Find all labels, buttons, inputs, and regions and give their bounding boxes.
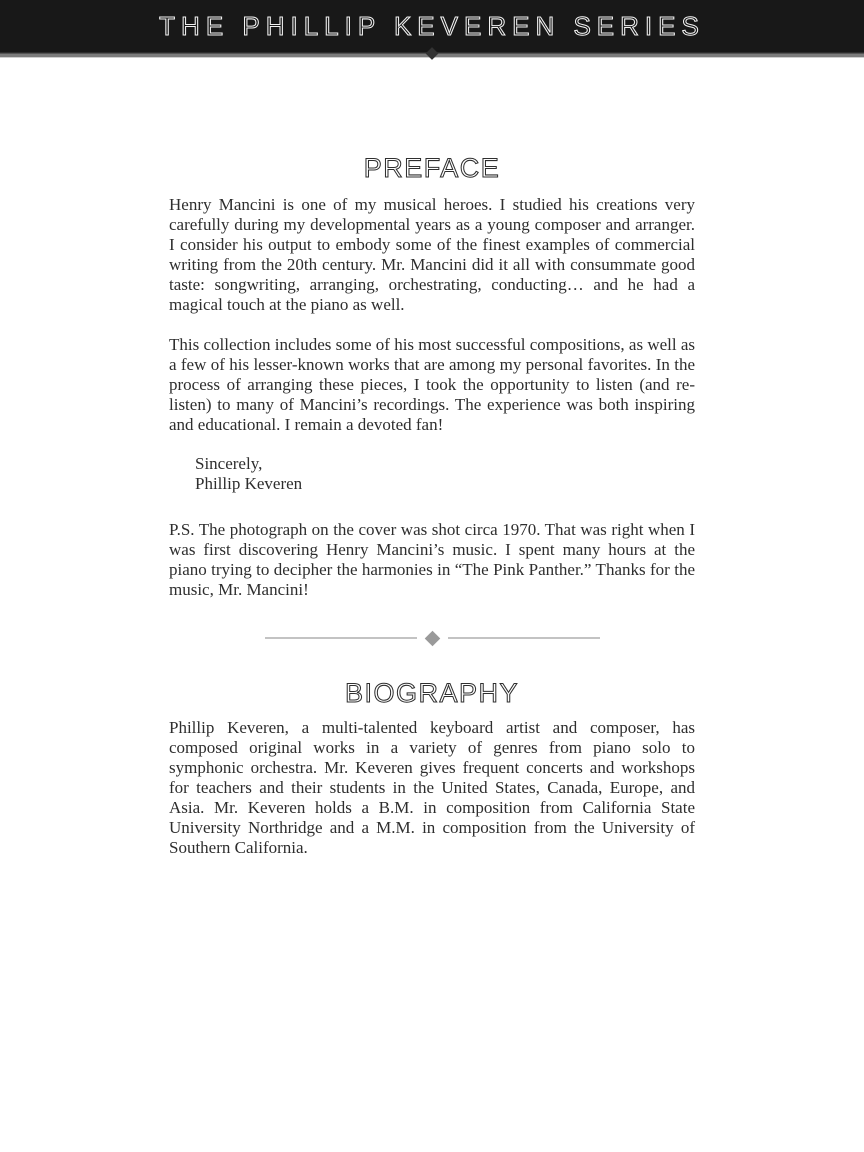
divider-diamond-icon xyxy=(424,630,440,646)
preface-paragraph-2: This collection includes some of his most successful compositions, as well as a few of his lesser-known works that are among my personal favorites. In the process of arranging these pieces, I took the opportunity to listen (and re-listen) to many of Mancini’s recordings. The experience was both inspiring and educational. I remain a devoted fan! xyxy=(169,335,695,434)
biography-paragraph: Phillip Keveren, a multi-talented keyboard artist and composer, has composed original works in a variety of genres from piano solo to symphonic orchestra. Mr. Keveren gives frequent concerts and workshops for teachers and their students in the United States, Canada, Europe, and Asia. Mr. Keveren holds a B.M. in composition from California State University Northridge and a M.M. in composition from the University of Southern California. xyxy=(169,718,695,857)
section-divider xyxy=(169,631,695,645)
biography-heading: BIOGRAPHY xyxy=(344,678,520,708)
page-content xyxy=(169,58,695,858)
divider-line-right xyxy=(448,637,600,639)
signature-block xyxy=(169,454,695,494)
header-banner xyxy=(0,0,864,52)
signature-closing: Sincerely, xyxy=(195,454,263,473)
divider-line-left xyxy=(265,637,417,639)
postscript-paragraph: P.S. The photograph on the cover was shot circa 1970. That was right when I was first discovering Henry Mancini’s music. I spent many hours at the piano trying to decipher the harmonies in “The Pink Panther.” Thanks for the music, Mr. Mancini! xyxy=(169,520,695,599)
signature-name: Phillip Keveren xyxy=(195,474,303,493)
preface-paragraph-1: Henry Mancini is one of my musical heroes. I studied his creations very carefully during my developmental years as a young composer and arranger. I consider his output to embody some of the finest examples of commercial writing from the 20th century. Mr. Mancini did it all with consummate good taste: songwriting, arranging, orchestrating, conducting… and he had a magical touch at the piano as well. xyxy=(169,195,695,314)
banner-title: THE PHILLIP KEVEREN SERIES xyxy=(159,10,705,41)
preface-heading: PREFACE xyxy=(363,153,501,183)
